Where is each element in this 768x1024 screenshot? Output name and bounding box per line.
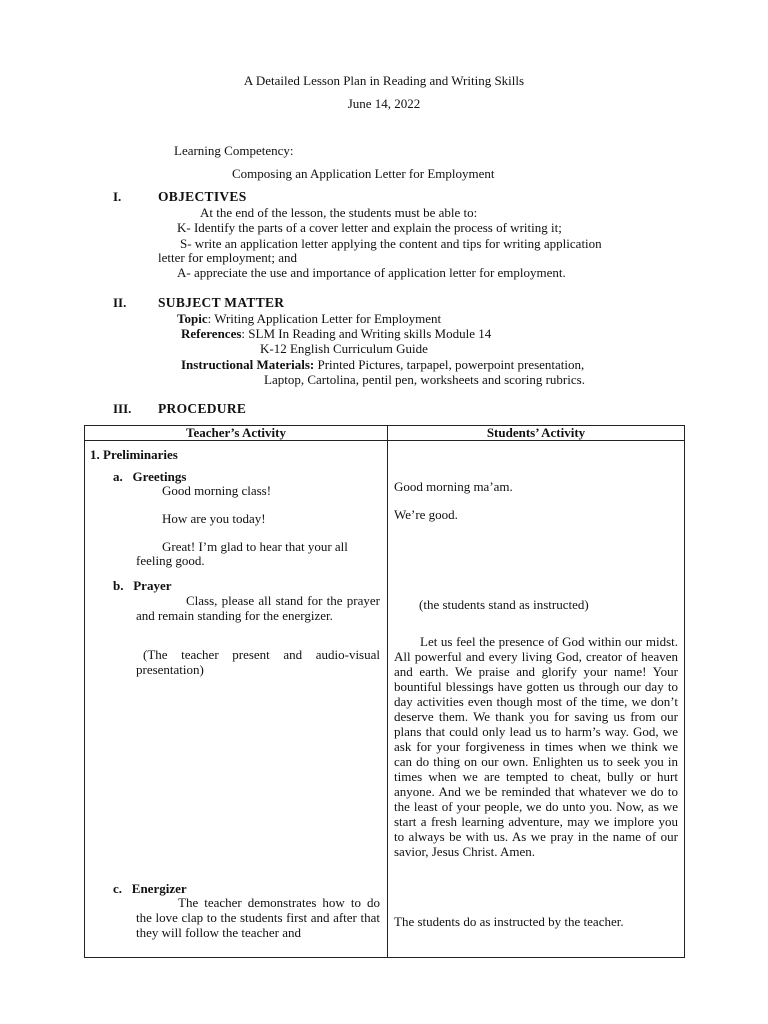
greetings-student-2: We’re good. — [394, 507, 458, 522]
prayer-teacher-1: Class, please all stand for the prayer and remain standing for the energizer. — [136, 593, 380, 623]
objective-knowledge: K- Identify the parts of a cover letter and explain the process of writing it; — [177, 220, 562, 235]
lesson-date: June 14, 2022 — [347, 96, 421, 111]
objective-skill-cont: letter for employment; and — [158, 250, 297, 265]
references-label: References — [181, 326, 242, 341]
energizer-label: c. Energizer — [113, 881, 187, 896]
prayer-teacher-2: (The teacher present and audio-visual presentation) — [136, 647, 380, 677]
prayer-student-1: (the students stand as instructed) — [419, 597, 589, 612]
competency-text: Composing an Application Letter for Employment — [232, 166, 495, 181]
objectives-intro: At the end of the lesson, the students must be able to: — [200, 205, 478, 220]
references-value-2: K-12 English Curriculum Guide — [260, 341, 428, 356]
objectives-heading: OBJECTIVES — [158, 189, 247, 204]
preliminaries-label: 1. Preliminaries — [90, 447, 178, 462]
greetings-label: a. Greetings — [113, 469, 187, 484]
objective-attitude: A- appreciate the use and importance of application letter for employment. — [177, 265, 566, 280]
greetings-teacher-3a: Great! I’m glad to hear that your all — [162, 539, 348, 554]
objectives-numeral: I. — [113, 189, 122, 204]
students-activity-header: Students’ Activity — [388, 426, 685, 441]
teacher-activity-header: Teacher’s Activity — [85, 426, 388, 441]
competency-label: Learning Competency: — [174, 143, 294, 158]
subject-matter-heading: SUBJECT MATTER — [158, 295, 285, 310]
energizer-teacher-1: The teacher demonstrates how to do the love clap to the students first and after that they will follow the teacher and — [136, 895, 380, 940]
greetings-teacher-1: Good morning class! — [162, 483, 272, 498]
materials-value-2: Laptop, Cartolina, pentil pen, worksheets and scoring rubrics. — [264, 372, 585, 387]
students-activity-cell — [388, 441, 685, 958]
prayer-label: b. Prayer — [113, 578, 172, 593]
procedure-heading: PROCEDURE — [158, 401, 247, 416]
energizer-student-1: The students do as instructed by the teacher. — [394, 914, 624, 929]
procedure-table — [84, 425, 685, 958]
topic-line — [177, 311, 441, 326]
topic-label: Topic — [177, 311, 208, 326]
procedure-table-header — [85, 426, 685, 441]
materials-label: Instructional Materials: — [181, 357, 315, 372]
references-line — [181, 326, 491, 341]
student-prayer-text: Let us feel the presence of God within our midst. All powerful and every living God, creator of heaven and earth. We praise and glorify your name! Your bountiful blessings have gotten us through our day to day activities even though most of the time, we don’t deserve them. We thank you for saving us from our plans that could only lead us to harm’s way. God, we ask for your forgiveness in times when we think we can do thing on our own. Enlighten us to seek you in times when we are tempted to cheat, bully or hurt anyone. And we be reminded that whatever we do to the least of your people, we do unto you. Now, as we start a fresh learning adventure, may we implore you to always be with us. As we pray in the name of our savior, Jesus Christ. Amen. — [394, 634, 678, 859]
teacher-activity-cell — [85, 441, 388, 958]
procedure-numeral: III. — [113, 401, 132, 416]
references-value: : SLM In Reading and Writing skills Module 14 — [241, 326, 492, 341]
table-row — [85, 441, 685, 958]
materials-value: Printed Pictures, tarpapel, powerpoint presentation, — [314, 357, 585, 372]
subject-matter-numeral: II. — [113, 295, 127, 310]
greetings-teacher-2: How are you today! — [162, 511, 266, 526]
topic-value: : Writing Application Letter for Employment — [207, 311, 442, 326]
materials-line — [181, 357, 584, 372]
lesson-plan-title: A Detailed Lesson Plan in Reading and Writing Skills — [243, 73, 525, 88]
greetings-student-1: Good morning ma’am. — [394, 479, 513, 494]
objective-skill: S- write an application letter applying the content and tips for writing application — [180, 236, 602, 251]
greetings-teacher-3b: feeling good. — [136, 553, 205, 568]
